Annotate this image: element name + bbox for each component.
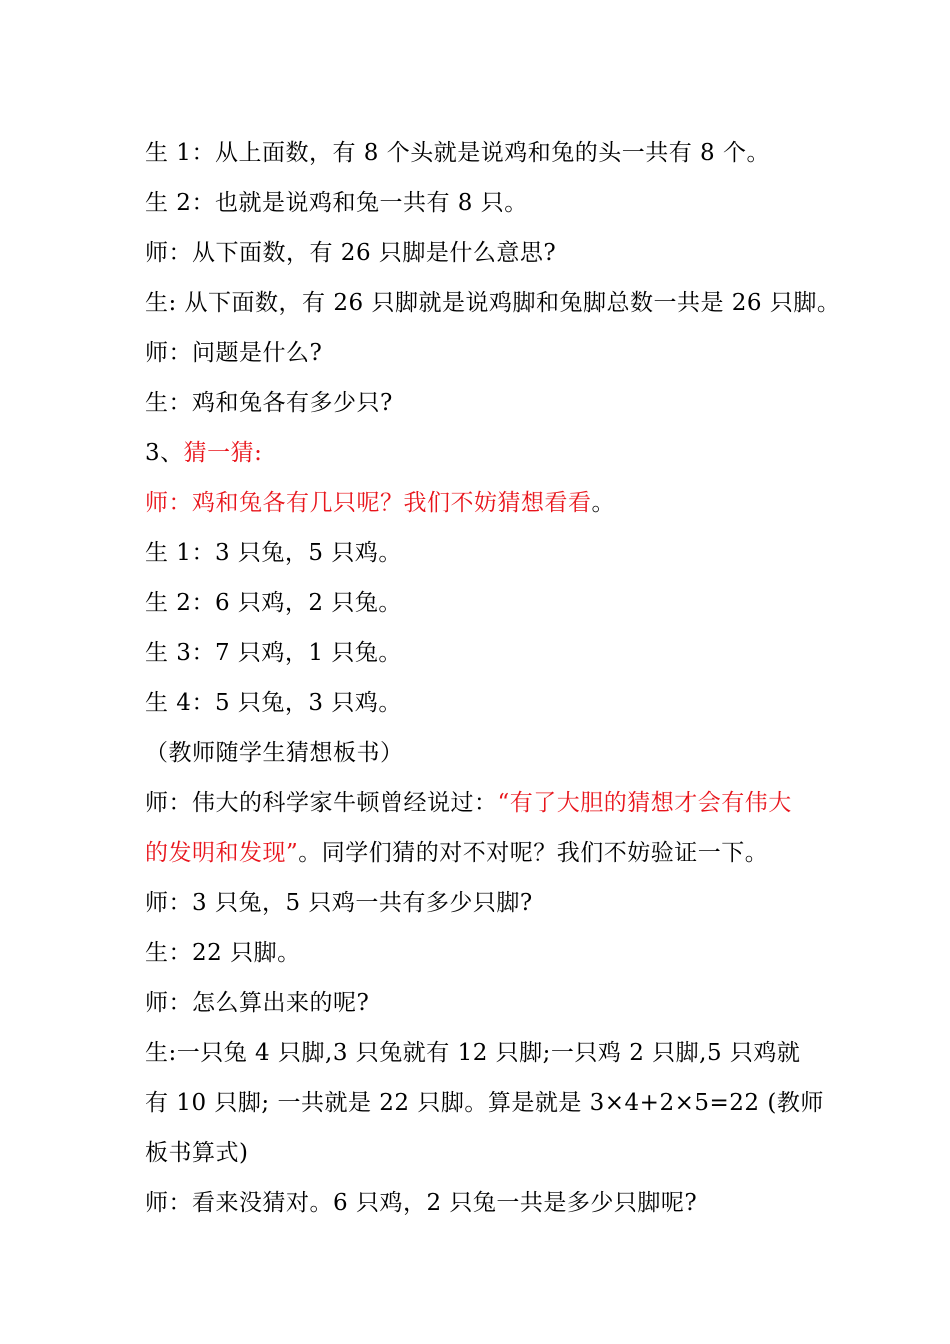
text-line [145,128,825,178]
text-segment: 有 10 只脚; 一共就是 22 只脚。算是就是 3×4+2×5=22 (教师 [145,1090,824,1116]
text-segment: 。 [591,490,615,516]
text-segment: 师：3 只兔，5 只鸡一共有多少只脚? [145,890,533,916]
text-line [145,1078,825,1128]
section-number: 3、 [145,440,184,466]
text-line [145,1028,825,1078]
text-segment: 师：怎么算出来的呢? [145,990,370,1016]
text-segment: 生：鸡和兔各有多少只? [145,390,393,416]
text-segment: （教师随学生猜想板书） [145,740,404,766]
highlighted-quote: “有了大胆的猜想才会有伟大 [497,790,792,816]
text-line [145,978,825,1028]
text-line [145,628,825,678]
section-heading [145,428,825,478]
text-segment: 生:一只兔 4 只脚,3 只兔就有 12 只脚;一只鸡 2 只脚,5 只鸡就 [145,1040,801,1066]
text-segment: 生 2：6 只鸡，2 只兔。 [145,590,402,616]
highlighted-quote: 的发明和发现” [145,840,299,866]
text-segment: 师：从下面数，有 26 只脚是什么意思? [145,240,557,266]
text-line [145,378,825,428]
text-line [145,678,825,728]
text-segment: 生 1：从上面数，有 8 个头就是说鸡和兔的头一共有 8 个。 [145,140,770,166]
text-line [145,928,825,978]
text-segment: 生：22 只脚。 [145,940,301,966]
text-segment: 板书算式) [145,1140,249,1166]
text-line [145,178,825,228]
text-line [145,278,841,328]
text-segment: 师：问题是什么? [145,340,323,366]
text-segment: 生 1：3 只兔，5 只鸡。 [145,540,402,566]
section-title: 猜一猜: [183,440,263,466]
text-line [145,228,825,278]
text-segment: 生 3：7 只鸡，1 只兔。 [145,640,402,666]
text-line [145,478,825,528]
text-line [145,1128,825,1178]
text-segment: 生: 从下面数，有 26 只脚就是说鸡脚和兔脚总数一共是 26 只脚。 [145,290,841,316]
text-segment: 。同学们猜的对不对呢？我们不妨验证一下。 [298,840,769,866]
text-line [145,528,825,578]
document-body [145,128,841,1228]
text-line [145,578,825,628]
text-segment: 师：看来没猜对。6 只鸡，2 只兔一共是多少只脚呢? [145,1190,698,1216]
text-segment: 师：伟大的科学家牛顿曾经说过： [145,790,498,816]
highlighted-text: 师：鸡和兔各有几只呢？我们不妨猜想看看 [145,490,592,516]
text-line [145,878,825,928]
text-line [145,328,825,378]
text-line [145,728,825,778]
text-segment: 生 4：5 只兔，3 只鸡。 [145,690,402,716]
text-line [145,778,825,828]
text-segment: 生 2：也就是说鸡和兔一共有 8 只。 [145,190,528,216]
text-line [145,1178,825,1228]
text-line [145,828,825,878]
